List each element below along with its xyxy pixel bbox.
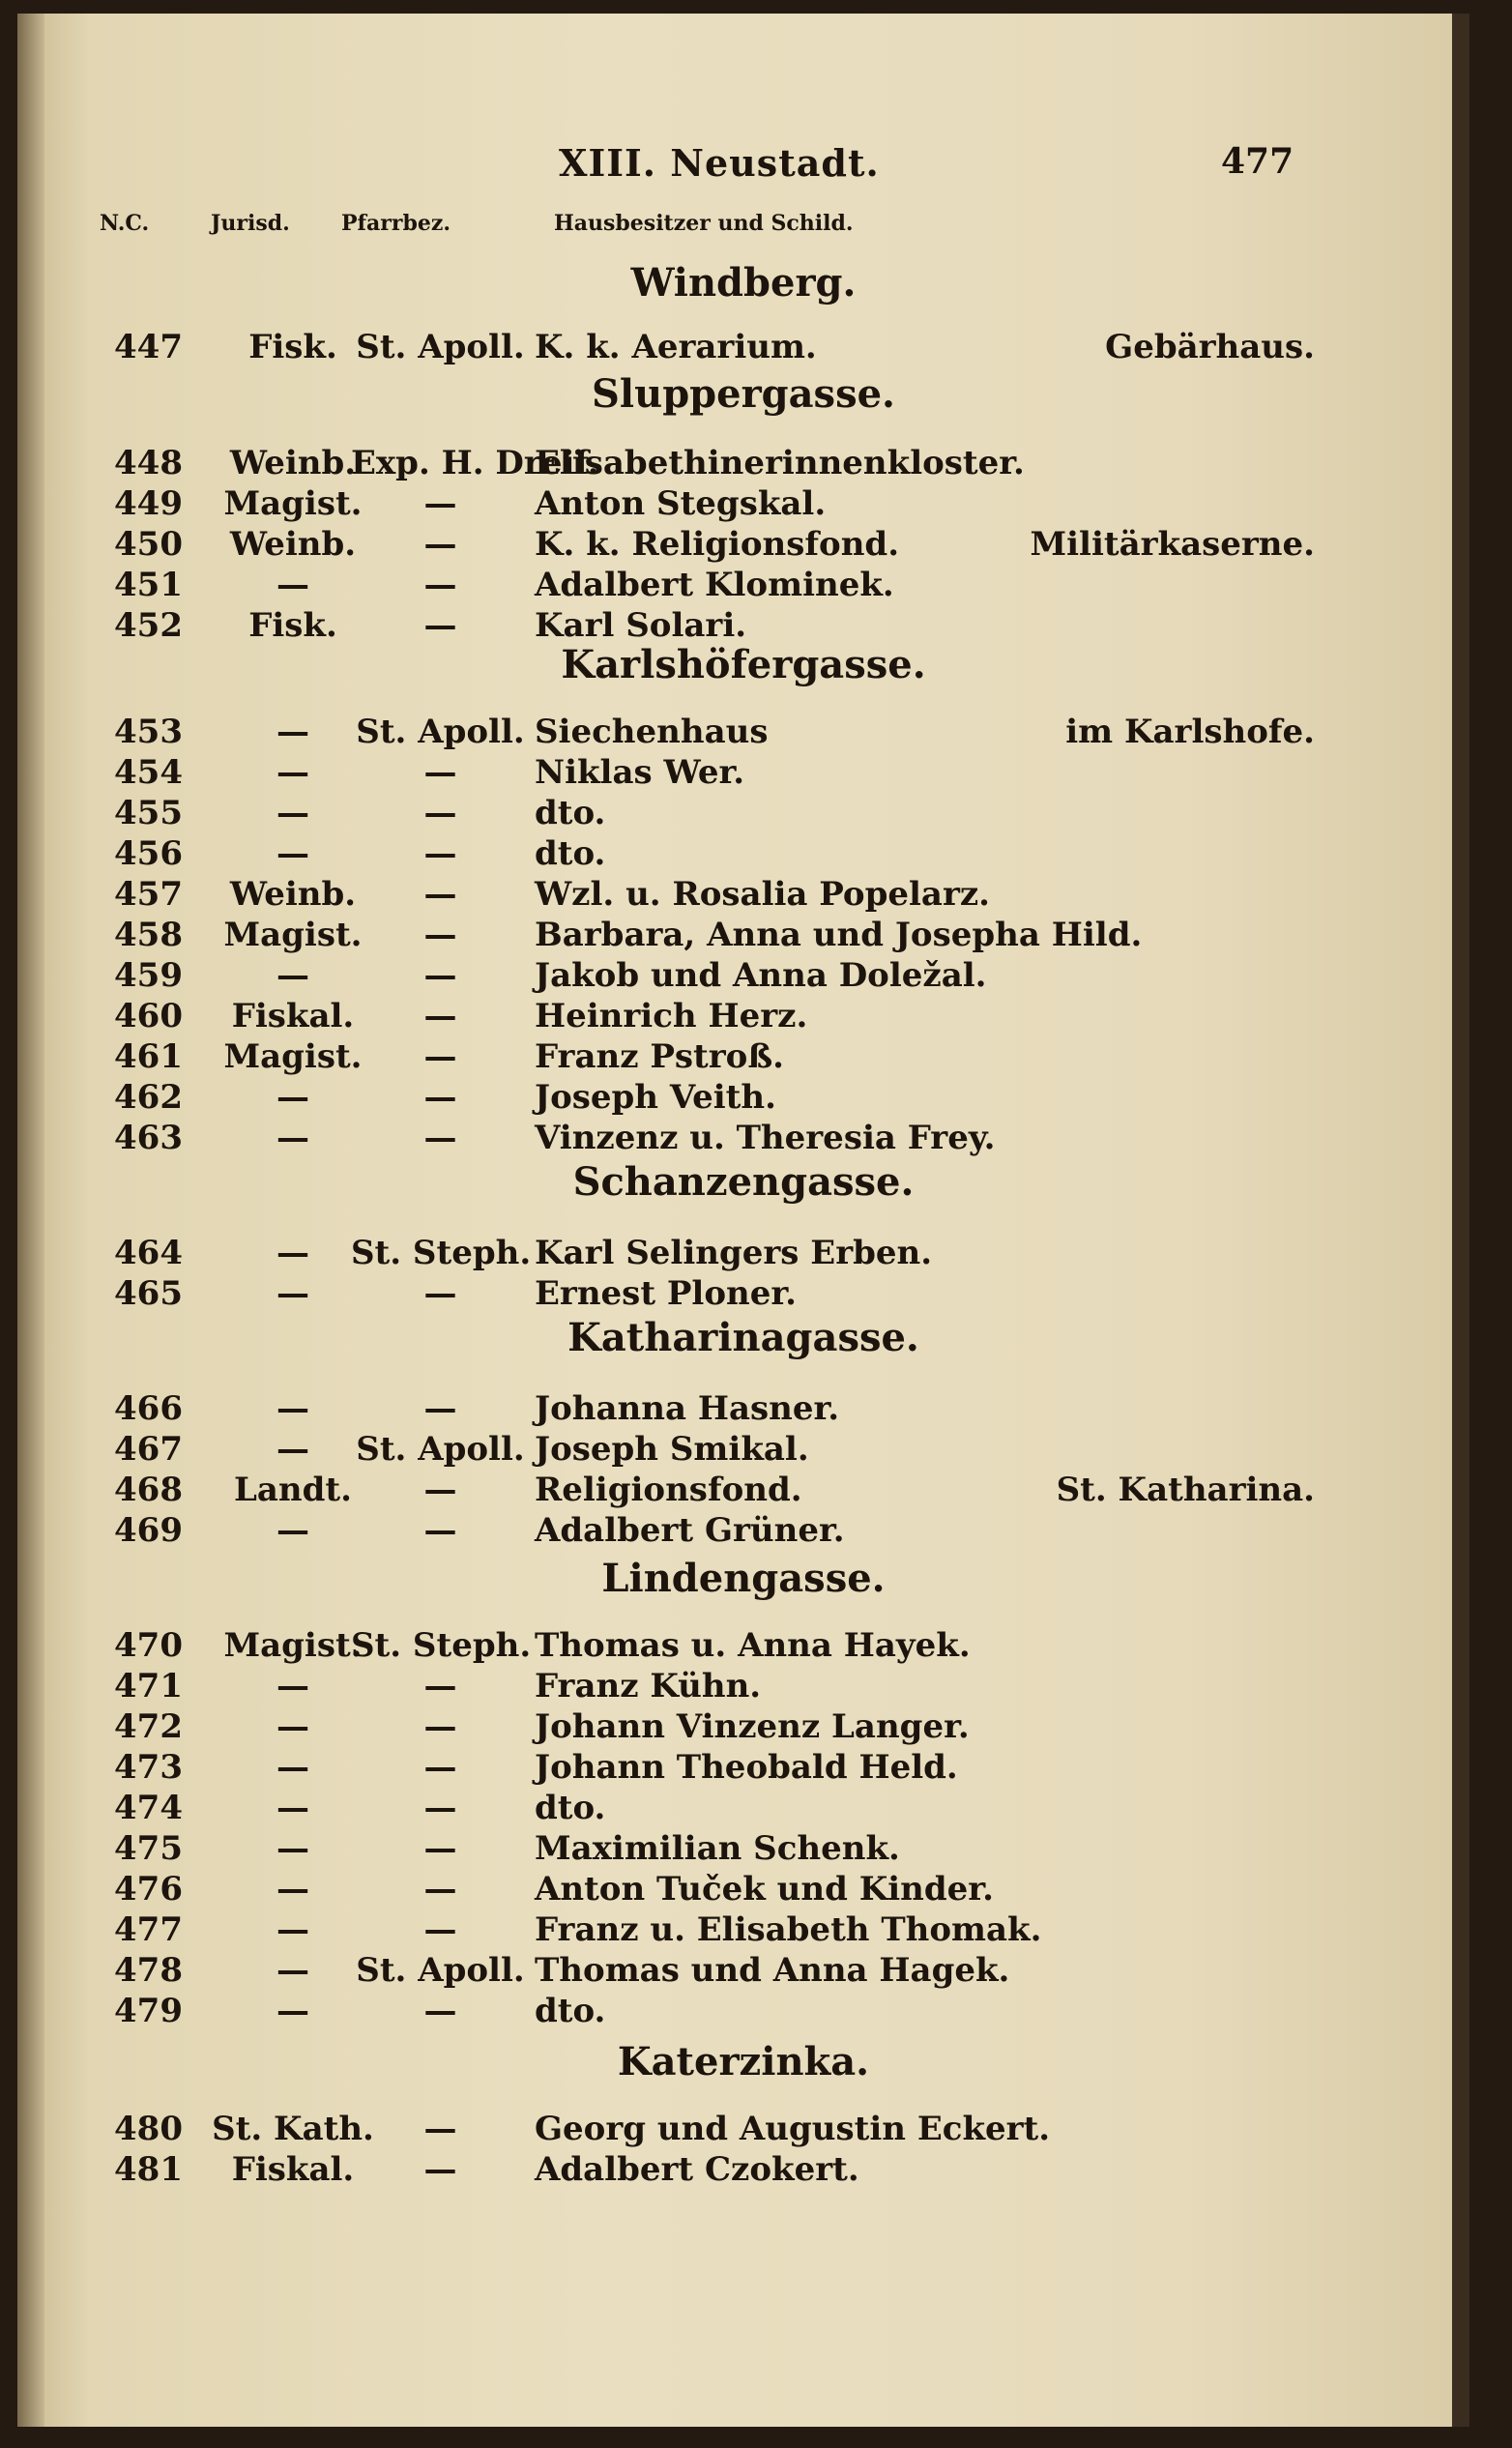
parish: — — [423, 916, 457, 954]
parish: Exp. H. Dreif. — [351, 444, 599, 482]
owner-name: dto. — [535, 794, 606, 832]
page-title: XIII. Neustadt. — [559, 141, 880, 185]
table-row — [17, 1951, 1469, 1992]
note: Militärkaserne. — [1030, 525, 1315, 564]
table-row — [17, 753, 1469, 794]
owner-name: Franz u. Elisabeth Thomak. — [535, 1910, 1042, 1949]
col-header-nc: N.C. — [100, 211, 150, 236]
jurisdiction: — — [276, 1078, 309, 1117]
owner-name: K. k. Aerarium. — [535, 328, 817, 366]
page-number: 477 — [1221, 141, 1294, 182]
jurisdiction: — — [276, 1389, 309, 1428]
parish: — — [423, 1829, 457, 1868]
table-row — [17, 834, 1469, 875]
table-row — [17, 484, 1469, 525]
owner-name: Wzl. u. Rosalia Popelarz. — [535, 875, 991, 914]
owner-name: Johann Vinzenz Langer. — [535, 1707, 970, 1746]
owner-name: Ernest Ploner. — [535, 1274, 798, 1313]
table-row — [17, 444, 1469, 484]
house-number: 455 — [114, 794, 183, 832]
section-title: Sluppergasse. — [592, 371, 895, 417]
parish: St. Apoll. — [356, 328, 525, 366]
table-row — [17, 1789, 1469, 1829]
jurisdiction: Magist. — [223, 1037, 363, 1076]
parish: — — [423, 1078, 457, 1117]
table-row — [17, 1389, 1469, 1430]
house-number: 471 — [114, 1667, 183, 1705]
house-number: 480 — [114, 2110, 183, 2148]
jurisdiction: Fisk. — [248, 606, 337, 645]
house-number: 462 — [114, 1078, 183, 1117]
owner-name: Joseph Veith. — [535, 1078, 776, 1117]
jurisdiction: Landt. — [234, 1471, 352, 1509]
table-row — [17, 1992, 1469, 2032]
table-row — [17, 997, 1469, 1037]
table-row — [17, 1667, 1469, 1707]
house-number: 478 — [114, 1951, 183, 1990]
house-number: 449 — [114, 484, 183, 523]
table-row — [17, 794, 1469, 834]
owner-name: Karl Solari. — [535, 606, 747, 645]
parish: — — [423, 1037, 457, 1076]
parish: St. Steph. — [351, 1234, 532, 1272]
jurisdiction: — — [276, 1951, 309, 1990]
owner-name: dto. — [535, 834, 606, 873]
table-row — [17, 566, 1469, 606]
jurisdiction: — — [276, 713, 309, 751]
jurisdiction: — — [276, 1992, 309, 2030]
house-number: 472 — [114, 1707, 183, 1746]
jurisdiction: — — [276, 1707, 309, 1746]
table-row — [17, 1707, 1469, 1748]
owner-name: Georg und Augustin Eckert. — [535, 2110, 1051, 2148]
jurisdiction: — — [276, 753, 309, 792]
house-number: 469 — [114, 1511, 183, 1550]
table-row — [17, 1274, 1469, 1315]
house-number: 454 — [114, 753, 183, 792]
table-row — [17, 2150, 1469, 2191]
parish: — — [423, 956, 457, 995]
house-number: 453 — [114, 713, 183, 751]
parish: — — [423, 753, 457, 792]
col-header-pfarrbez: Pfarrbez. — [341, 211, 451, 236]
parish: — — [423, 1389, 457, 1428]
parish: — — [423, 1789, 457, 1827]
section-title: Karlshöfergasse. — [561, 642, 926, 687]
parish: — — [423, 2150, 457, 2189]
house-number: 451 — [114, 566, 183, 604]
parish: — — [423, 2110, 457, 2148]
jurisdiction: — — [276, 1511, 309, 1550]
house-number: 465 — [114, 1274, 183, 1313]
jurisdiction: Fiskal. — [231, 2150, 355, 2189]
owner-name: Thomas u. Anna Hayek. — [535, 1626, 971, 1665]
jurisdiction: — — [276, 794, 309, 832]
house-number: 476 — [114, 1870, 183, 1909]
parish: — — [423, 1748, 457, 1787]
house-number: 460 — [114, 997, 183, 1035]
table-row — [17, 916, 1469, 956]
house-number: 456 — [114, 834, 183, 873]
parish: — — [423, 1119, 457, 1157]
jurisdiction: Magist. — [223, 916, 363, 954]
parish: — — [423, 997, 457, 1035]
table-row — [17, 1748, 1469, 1789]
house-number: 459 — [114, 956, 183, 995]
owner-name: Adalbert Grüner. — [535, 1511, 845, 1550]
owner-name: Joseph Smikal. — [535, 1430, 809, 1469]
owner-name: Anton Stegskal. — [535, 484, 827, 523]
house-number: 473 — [114, 1748, 183, 1787]
jurisdiction: St. Kath. — [212, 2110, 374, 2148]
section-title: Windberg. — [630, 260, 857, 306]
owner-name: Johann Theobald Held. — [535, 1748, 958, 1787]
house-number: 463 — [114, 1119, 183, 1157]
section-title: Katharinagasse. — [567, 1315, 919, 1360]
house-number: 467 — [114, 1430, 183, 1469]
owner-name: Adalbert Klominek. — [535, 566, 894, 604]
jurisdiction: — — [276, 1667, 309, 1705]
table-row — [17, 713, 1469, 753]
table-row — [17, 956, 1469, 997]
jurisdiction: — — [276, 1274, 309, 1313]
house-number: 457 — [114, 875, 183, 914]
parish: St. Apoll. — [356, 1430, 525, 1469]
owner-name: Niklas Wer. — [535, 753, 745, 792]
jurisdiction: Weinb. — [229, 875, 357, 914]
jurisdiction: Fisk. — [248, 328, 337, 366]
jurisdiction: — — [276, 1748, 309, 1787]
parish: — — [423, 1471, 457, 1509]
house-number: 468 — [114, 1471, 183, 1509]
jurisdiction: — — [276, 1829, 309, 1868]
owner-name: Franz Pstroß. — [535, 1037, 785, 1076]
parish: — — [423, 1910, 457, 1949]
jurisdiction: — — [276, 834, 309, 873]
owner-name: Adalbert Czokert. — [535, 2150, 859, 2189]
section-title: Schanzengasse. — [572, 1159, 915, 1205]
table-row — [17, 1119, 1469, 1159]
house-number: 479 — [114, 1992, 183, 2030]
parish: — — [423, 1870, 457, 1909]
owner-name: Thomas und Anna Hagek. — [535, 1951, 1010, 1990]
owner-name: dto. — [535, 1992, 606, 2030]
house-number: 461 — [114, 1037, 183, 1076]
owner-name: Maximilian Schenk. — [535, 1829, 900, 1868]
parish: — — [423, 834, 457, 873]
jurisdiction: — — [276, 1430, 309, 1469]
house-number: 475 — [114, 1829, 183, 1868]
jurisdiction: — — [276, 566, 309, 604]
owner-name: Siechenhaus — [535, 713, 769, 751]
table-row — [17, 1626, 1469, 1667]
house-number: 481 — [114, 2150, 183, 2189]
book-page — [17, 14, 1469, 2427]
jurisdiction: — — [276, 1910, 309, 1949]
owner-name: Vinzenz u. Theresia Frey. — [535, 1119, 996, 1157]
parish: — — [423, 525, 457, 564]
parish: — — [423, 606, 457, 645]
owner-name: Religionsfond. — [535, 1471, 802, 1509]
jurisdiction: Weinb. — [229, 444, 357, 482]
house-number: 450 — [114, 525, 183, 564]
house-number: 448 — [114, 444, 183, 482]
owner-name: Barbara, Anna und Josepha Hild. — [535, 916, 1143, 954]
owner-name: K. k. Religionsfond. — [535, 525, 900, 564]
house-number: 477 — [114, 1910, 183, 1949]
parish: — — [423, 794, 457, 832]
parish: St. Steph. — [351, 1626, 532, 1665]
note: St. Katharina. — [1056, 1471, 1315, 1509]
table-row — [17, 1870, 1469, 1910]
house-number: 464 — [114, 1234, 183, 1272]
table-row — [17, 1829, 1469, 1870]
table-row — [17, 1234, 1469, 1274]
col-header-owner: Hausbesitzer und Schild. — [554, 211, 854, 236]
note: Gebärhaus. — [1105, 328, 1315, 366]
table-row — [17, 1037, 1469, 1078]
jurisdiction: — — [276, 1234, 309, 1272]
parish: St. Apoll. — [356, 713, 525, 751]
house-number: 474 — [114, 1789, 183, 1827]
table-row — [17, 875, 1469, 916]
page-header — [17, 141, 1469, 199]
owner-name: Johanna Hasner. — [535, 1389, 840, 1428]
parish: — — [423, 566, 457, 604]
house-number: 452 — [114, 606, 183, 645]
owner-name: dto. — [535, 1789, 606, 1827]
owner-name: Elisabethinerinnenkloster. — [535, 444, 1025, 482]
parish: — — [423, 1511, 457, 1550]
parish: — — [423, 1274, 457, 1313]
jurisdiction: — — [276, 956, 309, 995]
table-row — [17, 1511, 1469, 1552]
parish: — — [423, 1992, 457, 2030]
jurisdiction: Weinb. — [229, 525, 357, 564]
note: im Karlshofe. — [1065, 713, 1315, 751]
column-headers — [17, 211, 1469, 246]
house-number: 466 — [114, 1389, 183, 1428]
owner-name: Franz Kühn. — [535, 1667, 762, 1705]
jurisdiction: — — [276, 1789, 309, 1827]
house-number: 458 — [114, 916, 183, 954]
table-row — [17, 1430, 1469, 1471]
jurisdiction: Fiskal. — [231, 997, 355, 1035]
jurisdiction: Magist. — [223, 484, 363, 523]
jurisdiction: Magist. — [223, 1626, 363, 1665]
table-row — [17, 1910, 1469, 1951]
section-title: Katerzinka. — [617, 2039, 870, 2084]
parish: St. Apoll. — [356, 1951, 525, 1990]
parish: — — [423, 1707, 457, 1746]
table-row — [17, 1471, 1469, 1511]
house-number: 447 — [114, 328, 183, 366]
table-row — [17, 1078, 1469, 1119]
table-row — [17, 328, 1469, 368]
parish: — — [423, 875, 457, 914]
table-row — [17, 2110, 1469, 2150]
owner-name: Jakob und Anna Doležal. — [535, 956, 987, 995]
house-number: 470 — [114, 1626, 183, 1665]
owner-name: Karl Selingers Erben. — [535, 1234, 933, 1272]
col-header-jurisd: Jurisd. — [211, 211, 290, 236]
jurisdiction: — — [276, 1119, 309, 1157]
parish: — — [423, 1667, 457, 1705]
jurisdiction: — — [276, 1870, 309, 1909]
table-row — [17, 525, 1469, 566]
owner-name: Heinrich Herz. — [535, 997, 808, 1035]
table-row — [17, 606, 1469, 647]
owner-name: Anton Tuček und Kinder. — [535, 1870, 994, 1909]
section-title: Lindengasse. — [601, 1556, 886, 1601]
parish: — — [423, 484, 457, 523]
